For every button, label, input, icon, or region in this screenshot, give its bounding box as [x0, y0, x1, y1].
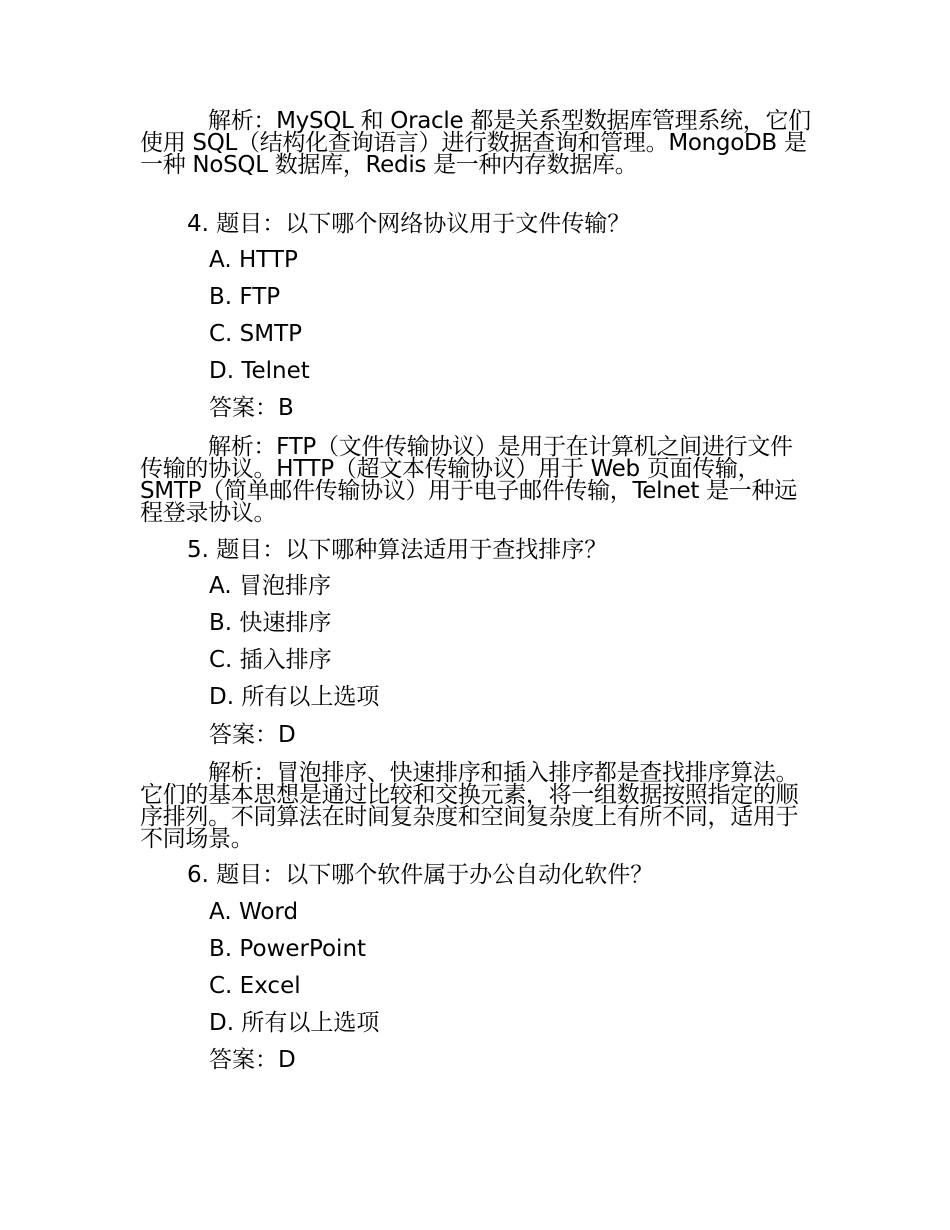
q5-option-d: D. 所有以上选项	[209, 684, 380, 710]
q5-option-a: A. 冒泡排序	[209, 573, 331, 599]
q5-question: 5. 题目：以下哪种算法适用于查找排序？	[187, 537, 608, 563]
q4-option-b: B. FTP	[209, 284, 281, 310]
q3-analysis: 解析：MySQL 和 Oracle 都是关系型数据库管理系统，它们使用 SQL（结构化查询语言）进行数据查询和管理。MongoDB 是一种 NoSQL 数据库，Redis 是一种内存数据库。	[140, 108, 811, 178]
q4-option-a: A. HTTP	[209, 247, 298, 273]
q6-answer: 答案：D	[209, 1047, 296, 1073]
q6-option-a: A. Word	[209, 899, 299, 925]
q6-option-c: C. Excel	[209, 973, 301, 999]
q6-option-d: D. 所有以上选项	[209, 1010, 380, 1036]
q6-question: 6. 题目：以下哪个软件属于办公自动化软件？	[187, 862, 654, 888]
q4-question: 4. 题目：以下哪个网络协议用于文件传输？	[187, 211, 631, 237]
q4-answer: 答案：B	[209, 395, 294, 421]
q6-option-b: B. PowerPoint	[209, 936, 367, 962]
q4-analysis: 解析：FTP（文件传输协议）是用于在计算机之间进行文件传输的协议。HTTP（超文本传输协议）用于 Web 页面传输，SMTP（简单邮件传输协议）用于电子邮件传输，Telnet 是一种远程登录协议。	[140, 434, 797, 526]
q4-option-d: D. Telnet	[209, 358, 310, 384]
q5-option-c: C. 插入排序	[209, 647, 332, 673]
q5-answer: 答案：D	[209, 722, 296, 748]
q5-analysis: 解析：冒泡排序、快速排序和插入排序都是查找排序算法。它们的基本思想是通过比较和交换元素，将一组数据按照指定的顺序排列。不同算法在时间复杂度和空间复杂度上有所不同，适用于不同场景。	[140, 760, 799, 852]
q4-option-c: C. SMTP	[209, 321, 303, 347]
q5-option-b: B. 快速排序	[209, 610, 332, 636]
